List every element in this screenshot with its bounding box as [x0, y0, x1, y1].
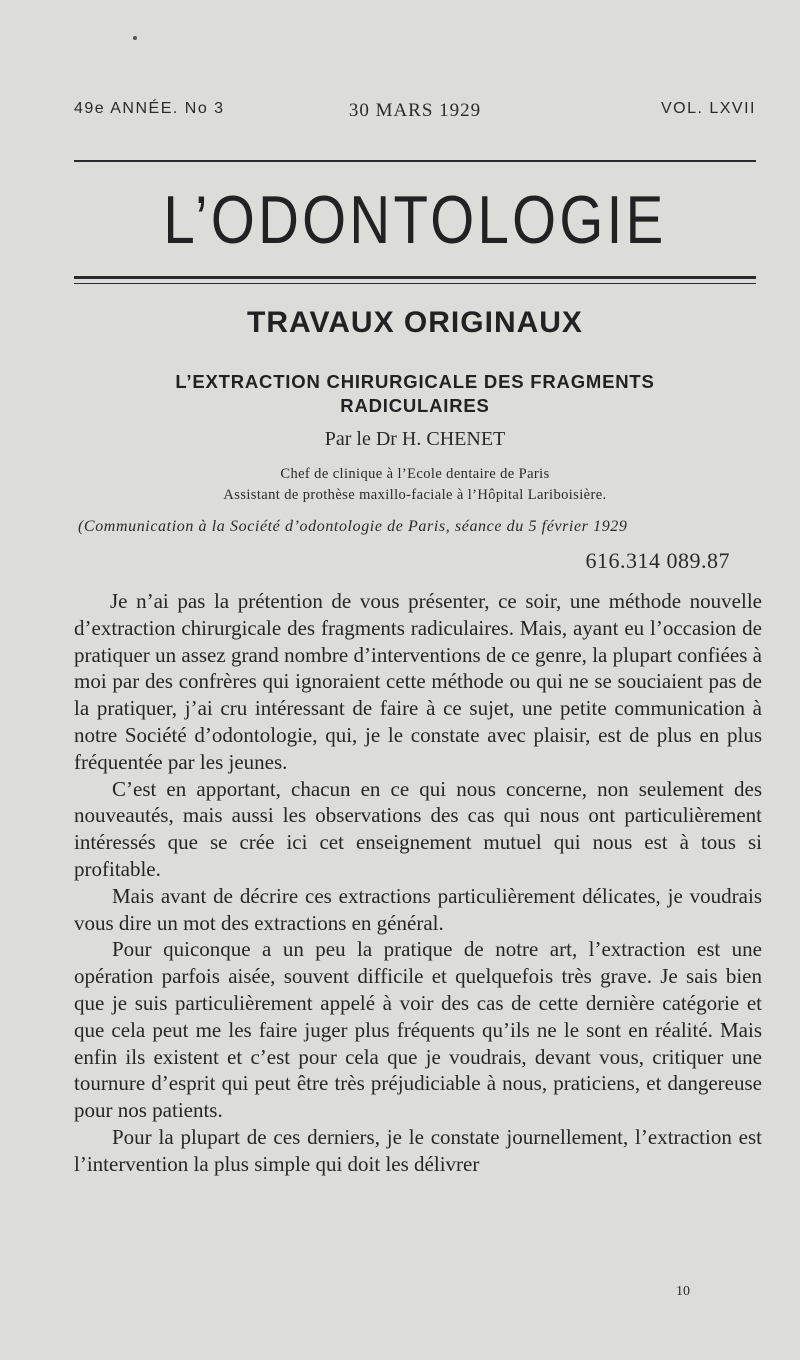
journal-title: L’ODONTOLOGIE [163, 182, 667, 258]
page-number: 10 [676, 1284, 690, 1299]
communication-note: (Communication à la Société d’odontologie de Paris, séance du 5 février 1929 [78, 518, 628, 535]
article-body [74, 588, 762, 1178]
header-date: 30 MARS 1929 [348, 100, 482, 121]
section-title: TRAVAUX ORIGINAUX [247, 306, 583, 339]
running-header [74, 100, 756, 130]
header-year-issue: 49e ANNÉE. No 3 [74, 100, 225, 117]
classification-number: 616.314 089.87 [585, 548, 730, 573]
title-rule-thick [74, 276, 756, 279]
header-volume: VOL. LXVII [660, 100, 756, 117]
paper-speck [133, 36, 137, 40]
top-rule [74, 160, 756, 162]
body-paragraph: C’est en apportant, chacun en ce qui nous concerne, non seulement des nouveautés, mais aussi les observations des cas qui nous ont particulièrement intéressés que se crée ici cet enseignement mutuel qui nous est à tous si profitable. [74, 776, 762, 881]
author-affiliation-2: Assistant de prothèse maxillo-faciale à l’Hôpital Lariboisière. [223, 487, 607, 503]
body-paragraph: Je n’ai pas la prétention de vous présenter, ce soir, une méthode nouvelle d’extraction chirurgicale des fragments radiculaires. Mais, ayant eu l’occasion de pratiquer un assez grand nombre d’interventions de ce genre, la plupart confiées à moi par des confrères qui ignoraient cette méthode ou qui ne se souciaient pas de la pratiquer, j’ai cru intéressant de faire à ce sujet, une petite communication à notre Société d’odontologie, qui, je le constate avec plaisir, est de plus en plus fréquentée par les jeunes. [74, 589, 762, 774]
body-paragraph: Pour quiconque a un peu la pratique de notre art, l’extraction est une opération parfois aisée, souvent difficile et quelquefois très grave. Je sais bien que je suis particulièrement appelé à voir des cas de cette dernière catégorie et que cela peut me les faire juger plus fréquents qu’ils ne le sont en réalité. Mais enfin ils existent et c’est pour cela que je voudrais, devant vous, critiquer une tournure d’esprit qui peut être très préjudiciable à nous, praticiens, et dangereuse pour nos patients. [74, 937, 762, 1123]
body-paragraph: Pour la plupart de ces derniers, je le constate journellement, l’extraction est l’intervention la plus simple qui doit les délivrer [74, 1124, 762, 1176]
article-author: Par le Dr H. CHENET [324, 428, 506, 450]
body-paragraph: Mais avant de décrire ces extractions particulièrement délicates, je voudrais vous dire un mot des extractions en général. [74, 883, 762, 935]
author-affiliation-1: Chef de clinique à l’Ecole dentaire de Paris [280, 466, 550, 482]
article-title-line1: L’EXTRACTION CHIRURGICALE DES FRAGMENTS [175, 371, 655, 392]
article-title [74, 370, 756, 418]
article-title-line2: RADICULAIRES [340, 395, 490, 416]
title-rule-thin [74, 283, 756, 284]
